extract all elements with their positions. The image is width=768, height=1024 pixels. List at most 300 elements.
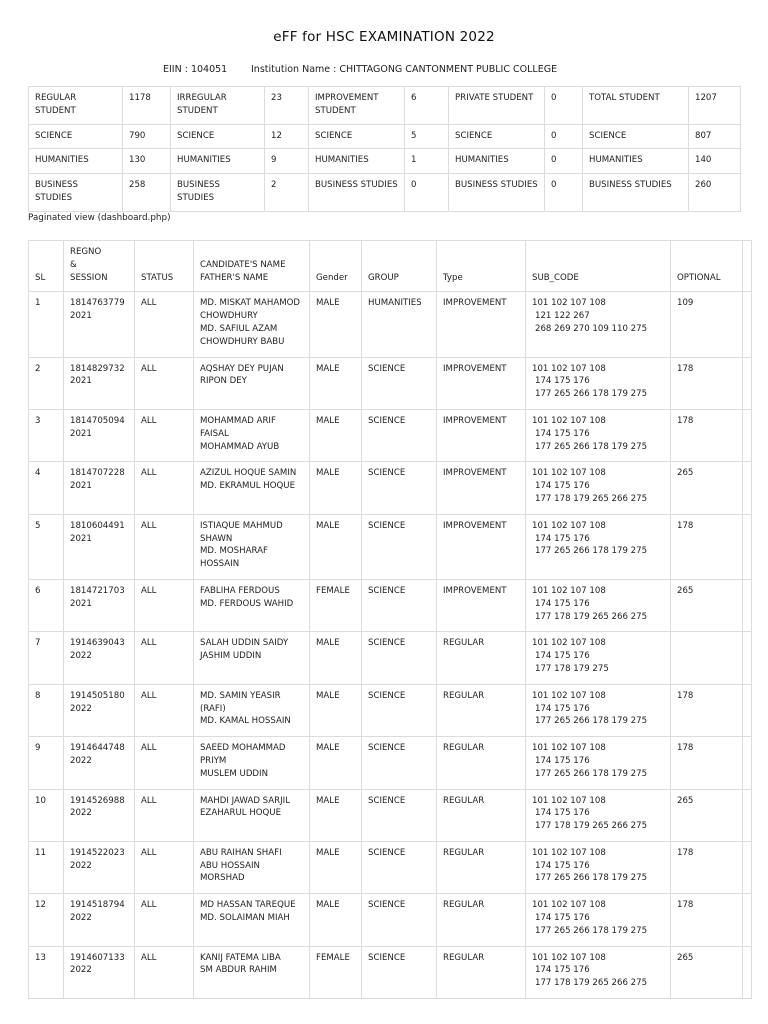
cell-sl: 12: [29, 894, 64, 946]
cell-status: ALL: [135, 292, 194, 357]
cell-gender: MALE: [310, 514, 362, 579]
father-name: MD. FERDOUS WAHID: [200, 598, 294, 609]
candidate-name: SALAH UDDIN SAIDY: [200, 638, 289, 649]
regno-value: 1914518794: [70, 900, 125, 911]
cell-status: ALL: [135, 894, 194, 946]
cell-name: [194, 946, 310, 998]
candidate-name: MOHAMMAD ARIF FAISAL: [200, 415, 276, 439]
session-value: 2022: [70, 651, 92, 662]
cell-sl: 7: [29, 632, 64, 684]
candidate-name: KANIJ FATEMA LIBA: [200, 952, 281, 963]
cell-sl: 11: [29, 841, 64, 893]
cell-extra: [743, 514, 752, 579]
candidate-name: ABU RAIHAN SHAFI: [200, 847, 282, 858]
cell-group: SCIENCE: [362, 514, 437, 579]
summary-label-cell: HUMANITIES: [309, 149, 405, 174]
summary-count-cell: 130: [123, 149, 171, 174]
sub-code-line: 101 102 107 108: [532, 363, 606, 374]
cell-sub-code: [526, 579, 671, 631]
regno-value: 1914526988: [70, 795, 125, 806]
father-name: JASHIM UDDIN: [200, 651, 262, 662]
summary-label-cell: BUSINESS STUDIES: [171, 174, 265, 212]
sub-code-line: 177 265 266 178 179 275: [535, 925, 648, 936]
summary-count-cell: 1207: [689, 87, 741, 125]
summary-label-cell: BUSINESS STUDIES: [29, 174, 123, 212]
regno-value: 1814829732: [70, 363, 125, 374]
summary-label-cell: BUSINESS STUDIES: [449, 174, 545, 212]
summary-table: [28, 86, 741, 212]
regno-value: 1914639043: [70, 638, 125, 649]
cell-extra: [743, 789, 752, 841]
sub-code-line: 174 175 176: [535, 428, 590, 439]
cell-sl: 10: [29, 789, 64, 841]
cell-regno: [64, 357, 135, 409]
sub-code-line: 101 102 107 108: [532, 298, 606, 309]
header-regno: [64, 241, 135, 292]
cell-sl: 9: [29, 737, 64, 789]
cell-sub-code: [526, 462, 671, 514]
father-name: MOHAMMAD AYUB: [200, 441, 280, 452]
cell-sl: 8: [29, 684, 64, 736]
cell-sl: 2: [29, 357, 64, 409]
sub-code-line: 174 175 176: [535, 651, 590, 662]
summary-label-cell: TOTAL STUDENT: [583, 87, 689, 125]
sub-code-line: 101 102 107 108: [532, 952, 606, 963]
cell-name: [194, 632, 310, 684]
summary-label-cell: HUMANITIES: [171, 149, 265, 174]
sub-code-line: 177 265 266 178 179 275: [535, 768, 648, 779]
sub-code-line: 174 175 176: [535, 481, 590, 492]
candidate-name: MD. SAMIN YEASIR (RAFI): [200, 690, 281, 714]
header-status: STATUS: [135, 241, 194, 292]
cell-optional: 178: [671, 409, 743, 461]
cell-type: IMPROVEMENT: [437, 292, 526, 357]
cell-type: IMPROVEMENT: [437, 462, 526, 514]
table-row: [29, 946, 752, 998]
cell-status: ALL: [135, 737, 194, 789]
cell-sl: 13: [29, 946, 64, 998]
summary-count-cell: 1178: [123, 87, 171, 125]
cell-group: HUMANITIES: [362, 292, 437, 357]
cell-sub-code: [526, 357, 671, 409]
cell-regno: [64, 514, 135, 579]
summary-count-cell: 258: [123, 174, 171, 212]
cell-gender: MALE: [310, 894, 362, 946]
cell-group: SCIENCE: [362, 894, 437, 946]
header-regno-line: SESSION: [70, 272, 108, 283]
cell-status: ALL: [135, 632, 194, 684]
summary-label-cell: IMPROVEMENT STUDENT: [309, 87, 405, 125]
candidate-name: FABLIHA FERDOUS: [200, 585, 280, 596]
cell-status: ALL: [135, 462, 194, 514]
regno-value: 1814721703: [70, 585, 125, 596]
father-name: MD. KAMAL HOSSAIN: [200, 716, 291, 727]
cell-name: [194, 737, 310, 789]
father-name: MD. SOLAIMAN MIAH: [200, 913, 290, 924]
cell-status: ALL: [135, 841, 194, 893]
header-extra: [743, 241, 752, 292]
father-name: RIPON DEY: [200, 376, 247, 387]
summary-label-cell: BUSINESS STUDIES: [583, 174, 689, 212]
candidate-name: MAHDI JAWAD SARJIL: [200, 795, 291, 806]
father-name: MD. SAFIUL AZAM CHOWDHURY BABU: [200, 323, 285, 347]
father-name: MD. MOSHARAF HOSSAIN: [200, 546, 268, 570]
sub-code-line: 268 269 270 109 110 275: [535, 323, 648, 334]
cell-sub-code: [526, 409, 671, 461]
father-name: EZAHARUL HOQUE: [200, 808, 282, 819]
cell-optional: 178: [671, 684, 743, 736]
cell-regno: [64, 789, 135, 841]
cell-group: SCIENCE: [362, 357, 437, 409]
summary-label-cell: REGULAR STUDENT: [29, 87, 123, 125]
session-value: 2021: [70, 598, 92, 609]
session-value: 2021: [70, 533, 92, 544]
table-row: [29, 841, 752, 893]
candidate-name: MD HASSAN TAREQUE: [200, 900, 296, 911]
sub-code-line: 101 102 107 108: [532, 520, 606, 531]
cell-gender: MALE: [310, 462, 362, 514]
cell-group: SCIENCE: [362, 946, 437, 998]
header-gender: Gender: [310, 241, 362, 292]
regno-value: 1914644748: [70, 743, 125, 754]
cell-regno: [64, 632, 135, 684]
cell-optional: 178: [671, 514, 743, 579]
header-name: [194, 241, 310, 292]
summary-count-cell: 0: [405, 174, 449, 212]
cell-extra: [743, 462, 752, 514]
summary-label-cell: HUMANITIES: [449, 149, 545, 174]
regno-value: 1810604491: [70, 520, 125, 531]
summary-row: [29, 149, 741, 174]
father-name: ABU HOSSAIN MORSHAD: [200, 860, 260, 884]
cell-status: ALL: [135, 946, 194, 998]
cell-regno: [64, 409, 135, 461]
summary-label-cell: SCIENCE: [29, 124, 123, 149]
sub-code-line: 174 175 176: [535, 376, 590, 387]
session-value: 2021: [70, 428, 92, 439]
cell-gender: MALE: [310, 292, 362, 357]
session-value: 2022: [70, 808, 92, 819]
summary-label-cell: IRREGULAR STUDENT: [171, 87, 265, 125]
table-row: [29, 292, 752, 357]
cell-gender: MALE: [310, 632, 362, 684]
header-sl: SL: [29, 241, 64, 292]
cell-extra: [743, 841, 752, 893]
header-regno-line: &: [70, 259, 77, 270]
cell-type: IMPROVEMENT: [437, 514, 526, 579]
sub-code-line: 101 102 107 108: [532, 900, 606, 911]
cell-group: SCIENCE: [362, 579, 437, 631]
cell-type: REGULAR: [437, 632, 526, 684]
cell-status: ALL: [135, 579, 194, 631]
cell-regno: [64, 462, 135, 514]
cell-group: SCIENCE: [362, 684, 437, 736]
table-row: [29, 684, 752, 736]
cell-name: [194, 841, 310, 893]
regno-value: 1814707228: [70, 468, 125, 479]
sub-code-line: 174 175 176: [535, 533, 590, 544]
cell-type: IMPROVEMENT: [437, 357, 526, 409]
sub-code-line: 101 102 107 108: [532, 468, 606, 479]
cell-optional: 178: [671, 737, 743, 789]
cell-group: SCIENCE: [362, 789, 437, 841]
cell-group: SCIENCE: [362, 632, 437, 684]
session-value: 2022: [70, 860, 92, 871]
summary-count-cell: 1: [405, 149, 449, 174]
cell-status: ALL: [135, 684, 194, 736]
cell-regno: [64, 292, 135, 357]
summary-row: [29, 124, 741, 149]
cell-regno: [64, 579, 135, 631]
cell-extra: [743, 632, 752, 684]
institution-name: Institution Name : CHITTAGONG CANTONMENT PUBLIC COLLEGE: [251, 64, 558, 75]
cell-regno: [64, 684, 135, 736]
sub-code-line: 174 175 176: [535, 755, 590, 766]
cell-optional: 178: [671, 841, 743, 893]
summary-label-cell: BUSINESS STUDIES: [309, 174, 405, 212]
session-value: 2022: [70, 755, 92, 766]
cell-name: [194, 409, 310, 461]
regno-value: 1914607133: [70, 952, 125, 963]
sub-code-line: 177 178 179 275: [535, 663, 609, 674]
cell-type: IMPROVEMENT: [437, 579, 526, 631]
cell-type: REGULAR: [437, 946, 526, 998]
session-value: 2021: [70, 481, 92, 492]
cell-name: [194, 292, 310, 357]
summary-label-cell: HUMANITIES: [29, 149, 123, 174]
cell-name: [194, 514, 310, 579]
cell-gender: MALE: [310, 409, 362, 461]
summary-label-cell: SCIENCE: [309, 124, 405, 149]
sub-code-line: 101 102 107 108: [532, 847, 606, 858]
sub-code-line: 174 175 176: [535, 913, 590, 924]
cell-extra: [743, 894, 752, 946]
cell-gender: MALE: [310, 789, 362, 841]
cell-name: [194, 357, 310, 409]
cell-gender: MALE: [310, 737, 362, 789]
table-row: [29, 462, 752, 514]
cell-sub-code: [526, 632, 671, 684]
summary-count-cell: 6: [405, 87, 449, 125]
header-sub-code: SUB_CODE: [526, 241, 671, 292]
cell-gender: FEMALE: [310, 946, 362, 998]
summary-count-cell: 9: [265, 149, 309, 174]
session-value: 2021: [70, 311, 92, 322]
cell-sl: 5: [29, 514, 64, 579]
table-row: [29, 632, 752, 684]
father-name: SM ABDUR RAHIM: [200, 965, 277, 976]
cell-group: SCIENCE: [362, 409, 437, 461]
cell-optional: 109: [671, 292, 743, 357]
summary-count-cell: 2: [265, 174, 309, 212]
sub-code-line: 174 175 176: [535, 965, 590, 976]
sub-code-line: 177 265 266 178 179 275: [535, 873, 648, 884]
cell-optional: 178: [671, 894, 743, 946]
sub-code-line: 177 265 266 178 179 275: [535, 441, 648, 452]
sub-code-line: 101 102 107 108: [532, 795, 606, 806]
sub-code-line: 177 265 266 178 179 275: [535, 389, 648, 400]
session-value: 2022: [70, 703, 92, 714]
table-row: [29, 514, 752, 579]
cell-status: ALL: [135, 789, 194, 841]
summary-count-cell: 807: [689, 124, 741, 149]
cell-extra: [743, 684, 752, 736]
cell-name: [194, 684, 310, 736]
cell-sub-code: [526, 737, 671, 789]
cell-optional: 265: [671, 946, 743, 998]
cell-sl: 4: [29, 462, 64, 514]
sub-code-line: 101 102 107 108: [532, 415, 606, 426]
sub-code-line: 174 175 176: [535, 703, 590, 714]
header-optional: OPTIONAL: [671, 241, 743, 292]
summary-count-cell: 260: [689, 174, 741, 212]
summary-count-cell: 12: [265, 124, 309, 149]
header-type: Type: [437, 241, 526, 292]
table-row: [29, 409, 752, 461]
header-name-line: CANDIDATE'S NAME: [200, 259, 286, 270]
cell-gender: MALE: [310, 684, 362, 736]
summary-count-cell: 140: [689, 149, 741, 174]
header-regno-line: REGNO: [70, 247, 102, 257]
summary-row: [29, 87, 741, 125]
sub-code-line: 177 178 179 265 266 275: [535, 493, 648, 504]
table-row: [29, 579, 752, 631]
cell-group: SCIENCE: [362, 737, 437, 789]
cell-sub-code: [526, 841, 671, 893]
summary-count-cell: 0: [545, 174, 583, 212]
cell-optional: 265: [671, 579, 743, 631]
summary-count-cell: 0: [545, 124, 583, 149]
cell-name: [194, 579, 310, 631]
cell-type: REGULAR: [437, 684, 526, 736]
cell-optional: 265: [671, 462, 743, 514]
paginated-view-note: Paginated view (dashboard.php): [28, 213, 171, 223]
cell-gender: MALE: [310, 841, 362, 893]
sub-code-line: 121 122 267: [535, 311, 590, 322]
summary-label-cell: SCIENCE: [449, 124, 545, 149]
sub-code-line: 177 265 266 178 179 275: [535, 716, 648, 727]
cell-status: ALL: [135, 514, 194, 579]
cell-name: [194, 462, 310, 514]
cell-gender: MALE: [310, 357, 362, 409]
summary-label-cell: PRIVATE STUDENT: [449, 87, 545, 125]
cell-sub-code: [526, 789, 671, 841]
session-value: 2022: [70, 913, 92, 924]
candidate-name: MD. MISKAT MAHAMOD CHOWDHURY: [200, 298, 301, 322]
candidate-table: [28, 240, 752, 999]
header-group: GROUP: [362, 241, 437, 292]
cell-sub-code: [526, 292, 671, 357]
cell-sub-code: [526, 894, 671, 946]
cell-extra: [743, 357, 752, 409]
father-name: MD. EKRAMUL HOQUE: [200, 481, 295, 492]
candidate-name: AQSHAY DEY PUJAN: [200, 363, 284, 374]
session-value: 2021: [70, 376, 92, 387]
summary-label-cell: SCIENCE: [171, 124, 265, 149]
sub-code-line: 177 178 179 265 266 275: [535, 978, 648, 989]
cell-status: ALL: [135, 357, 194, 409]
table-header-row: [29, 241, 752, 292]
sub-code-line: 101 102 107 108: [532, 638, 606, 649]
cell-name: [194, 789, 310, 841]
summary-count-cell: 790: [123, 124, 171, 149]
cell-type: REGULAR: [437, 841, 526, 893]
cell-sl: 3: [29, 409, 64, 461]
sub-code-line: 177 265 266 178 179 275: [535, 546, 648, 557]
cell-status: ALL: [135, 409, 194, 461]
table-row: [29, 357, 752, 409]
cell-regno: [64, 894, 135, 946]
sub-code-line: 177 178 179 265 266 275: [535, 611, 648, 622]
cell-optional: 178: [671, 357, 743, 409]
cell-extra: [743, 292, 752, 357]
summary-count-cell: 0: [545, 87, 583, 125]
cell-group: SCIENCE: [362, 841, 437, 893]
cell-regno: [64, 946, 135, 998]
cell-sub-code: [526, 684, 671, 736]
table-row: [29, 737, 752, 789]
eiin-label: EIIN : 104051: [163, 64, 228, 75]
cell-optional: [671, 632, 743, 684]
page-title: eFF for HSC EXAMINATION 2022: [273, 29, 495, 45]
candidate-name: SAEED MOHAMMAD PRIYM: [200, 743, 286, 766]
session-value: 2022: [70, 965, 92, 976]
cell-optional: 265: [671, 789, 743, 841]
cell-group: SCIENCE: [362, 462, 437, 514]
summary-label-cell: SCIENCE: [583, 124, 689, 149]
cell-type: REGULAR: [437, 789, 526, 841]
father-name: MUSLEM UDDIN: [200, 768, 269, 779]
cell-type: REGULAR: [437, 737, 526, 789]
sub-code-line: 101 102 107 108: [532, 743, 606, 754]
cell-type: IMPROVEMENT: [437, 409, 526, 461]
candidate-name: AZIZUL HOQUE SAMIN: [200, 468, 297, 479]
candidate-name: ISTIAQUE MAHMUD SHAWN: [200, 520, 283, 544]
regno-value: 1814705094: [70, 415, 125, 426]
sub-code-line: 177 178 179 265 266 275: [535, 821, 648, 832]
cell-sl: 6: [29, 579, 64, 631]
cell-gender: FEMALE: [310, 579, 362, 631]
sub-code-line: 174 175 176: [535, 860, 590, 871]
cell-regno: [64, 841, 135, 893]
cell-extra: [743, 579, 752, 631]
summary-count-cell: 0: [545, 149, 583, 174]
sub-code-line: 101 102 107 108: [532, 690, 606, 701]
cell-extra: [743, 409, 752, 461]
cell-regno: [64, 737, 135, 789]
sub-code-line: 174 175 176: [535, 808, 590, 819]
header-name-line: FATHER'S NAME: [200, 272, 269, 283]
summary-count-cell: 5: [405, 124, 449, 149]
regno-value: 1814763779: [70, 298, 125, 309]
sub-code-line: 174 175 176: [535, 598, 590, 609]
sub-code-line: 101 102 107 108: [532, 585, 606, 596]
cell-sub-code: [526, 946, 671, 998]
regno-value: 1914505180: [70, 690, 125, 701]
table-row: [29, 894, 752, 946]
regno-value: 1914522023: [70, 847, 125, 858]
summary-row: [29, 174, 741, 212]
cell-name: [194, 894, 310, 946]
cell-sl: 1: [29, 292, 64, 357]
summary-label-cell: HUMANITIES: [583, 149, 689, 174]
cell-extra: [743, 946, 752, 998]
cell-type: REGULAR: [437, 894, 526, 946]
cell-sub-code: [526, 514, 671, 579]
cell-extra: [743, 737, 752, 789]
table-row: [29, 789, 752, 841]
summary-count-cell: 23: [265, 87, 309, 125]
